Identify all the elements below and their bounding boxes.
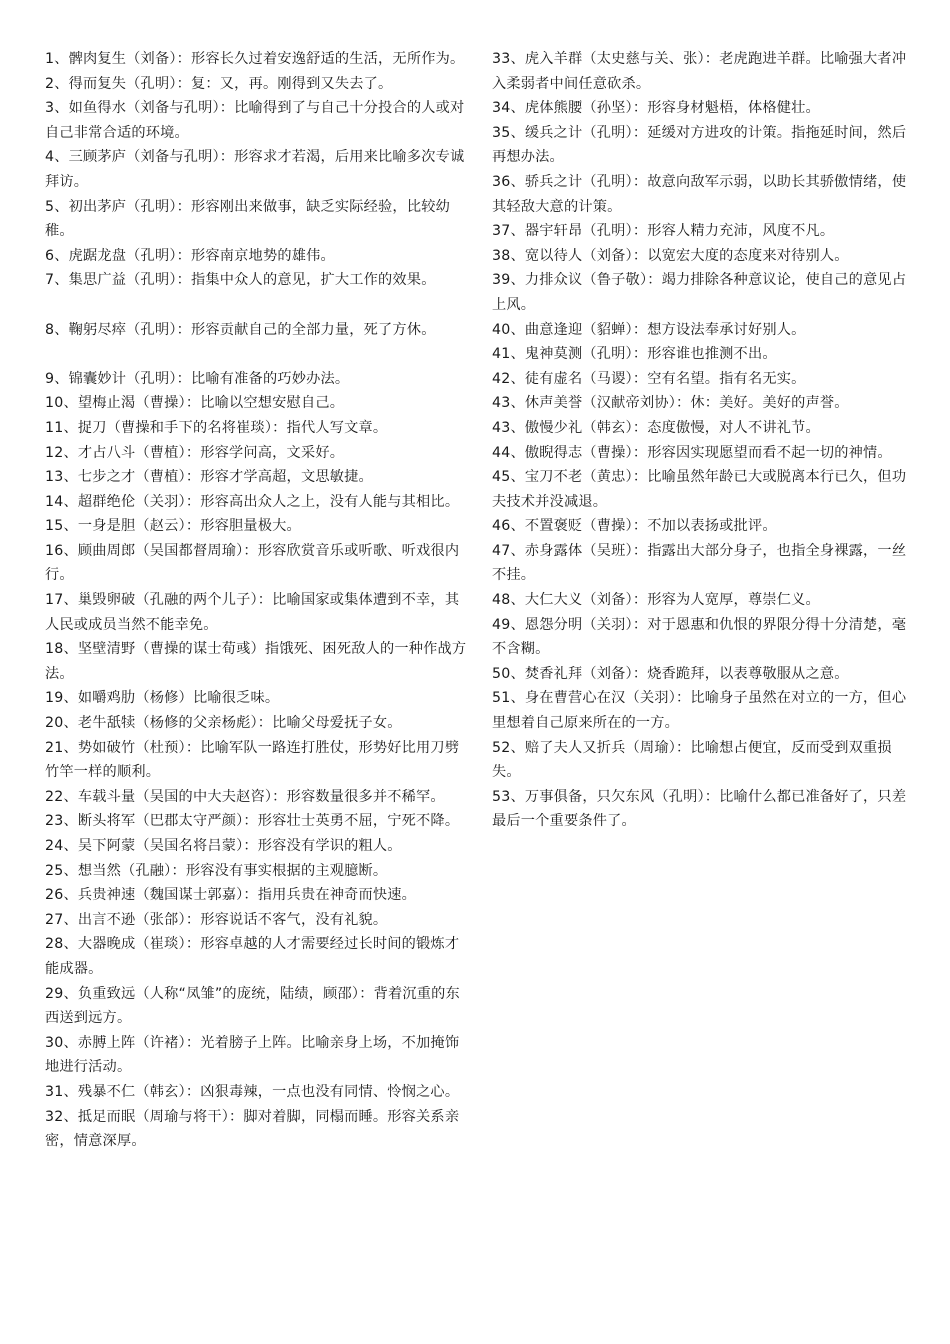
idiom-entry: 24、吴下阿蒙（吴国名将吕蒙）：形容没有学识的粗人。 [45,838,402,854]
idiom-entry: 10、望梅止渴（曹操）：比喻以空想安慰自己。 [45,395,345,412]
idiom-entry: 45、宝刀不老（黄忠）：比喻虽然年龄已大或脱离本行已久，但功夫技术并没减退。 [492,469,907,510]
idiom-entry: 43、傲慢少礼（韩玄）：态度傲慢，对人不讲礼节。 [492,419,820,436]
idiom-entry: 20、老牛舐犊（杨修的父亲杨彪）：比喻父母爱抚子女。 [45,715,402,732]
idiom-entry: 50、焚香礼拜（刘备）：烧香跪拜，以表尊敬服从之意。 [492,665,849,682]
idiom-entry: 9、锦囊妙计（孔明）：比喻有准备的巧妙办法。 [45,370,350,387]
idiom-entry: 53、万事俱备，只欠东风（孔明）：比喻什么都已准备好了，只差最后一个重要条件了。 [492,788,907,830]
idiom-entry: 1、髀肉复生（刘备）：形容长久过着安逸舒适的生活，无所作为。 [45,51,465,67]
idiom-entry: 27、出言不逊（张郃）：形容说话不客气，没有礼貌。 [45,911,388,928]
idiom-entry: 18、坚壁清野（曹操的谋士荀彧）指饿死、困死敌人的一种作战方法。 [45,641,467,682]
idiom-entry: 36、骄兵之计（孔明）：故意向敌军示弱，以助长其骄傲情绪，使其轻敌大意的计策。 [492,173,907,215]
idiom-entry: 19、如嚼鸡肋（杨修）比喻很乏味。 [45,690,280,707]
idiom-entry: 13、七步之才（曹植）：形容才学高超，文思敏捷。 [45,469,373,486]
idiom-entry: 51、身在曹营心在汉（关羽）：比喻身子虽然在对立的一方，但心里想着自己原来所在的一方。 [492,690,907,732]
idiom-entry: 52、赔了夫人又折兵（周瑜）：比喻想占便宜，反而受到双重损失。 [492,739,892,781]
idiom-entry: 22、车载斗量（吴国的中大夫赵咨）：形容数量很多并不稀罕。 [45,788,445,805]
left-column [45,47,470,1154]
idiom-entry: 16、顾曲周郎（吴国都督周瑜）：形容欣赏音乐或听歌、听戏很内行。 [45,542,460,584]
idiom-entry: 15、一身是胆（赵云）：形容胆量极大。 [45,518,301,535]
idiom-entry: 37、器宇轩昂（孔明）：形容人精力充沛，风度不凡。 [492,223,835,240]
idiom-entry: 44、傲睨得志（曹操）：形容因实现愿望而看不起一切的神情。 [492,444,892,461]
idiom-entry: 42、徒有虚名（马谡）：空有名望。指有名无实。 [492,370,806,387]
idiom-entry: 48、大仁大义（刘备）：形容为人宽厚，尊崇仁义。 [492,592,820,609]
idiom-entry: 29、负重致远（人称“凤雏”的庞统，陆绩，顾邵）：背着沉重的东西送到远方。 [45,985,460,1027]
idiom-entry: 2、得而复失（孔明）：复：又，再。刚得到又失去了。 [45,75,393,92]
idiom-entry: 39、力排众议（鲁子敬）：竭力排除各种意议论，使自己的意见占上风。 [492,272,907,313]
idiom-entry: 25、想当然（孔融）：形容没有事实根据的主观臆断。 [45,862,388,879]
idiom-entry: 4、三顾茅庐（刘备与孔明）：形容求才若渴，后用来比喻多次专诚拜访。 [45,149,465,190]
idiom-entry: 35、缓兵之计（孔明）：延缓对方进攻的计策。指拖延时间，然后再想办法。 [492,124,907,166]
idiom-entry: 23、断头将军（巴郡太守严颜）：形容壮士英勇不屈，宁死不降。 [45,813,460,830]
right-column [492,47,917,834]
idiom-entry: 8、鞠躬尽瘁（孔明）：形容贡献自己的全部力量，死了方休。 [45,321,436,338]
idiom-entry: 32、抵足而眠（周瑜与将干）：脚对着脚，同榻而睡。形容关系亲密，情意深厚。 [45,1108,460,1150]
idiom-entry: 46、不置褒贬（曹操）：不加以表扬或批评。 [492,518,777,535]
idiom-entry: 6、虎踞龙盘（孔明）：形容南京地势的雄伟。 [45,247,335,264]
idiom-entry: 3、如鱼得水（刘备与孔明）：比喻得到了与自己十分投合的人或对自己非常合适的环境。 [45,100,465,141]
idiom-entry: 11、捉刀（曹操和手下的名将崔琰）：指代人写文章。 [45,419,388,436]
idiom-entry: 41、鬼神莫测（孔明）：形容谁也推测不出。 [492,346,777,363]
idiom-entry: 30、赤膊上阵（许褚）：光着膀子上阵。比喻亲身上场，不加掩饰地进行活动。 [45,1034,460,1076]
idiom-entry: 21、势如破竹（杜预）：比喻军队一路连打胜仗，形势好比用刀劈竹竿一样的顺利。 [45,739,460,781]
idiom-entry: 38、宽以待人（刘备）：以宽宏大度的态度来对待别人。 [492,247,849,264]
idiom-entry: 28、大器晚成（崔琰）：形容卓越的人才需要经过长时间的锻炼才能成器。 [45,936,460,977]
idiom-entry: 49、恩怨分明（关羽）：对于恩惠和仇恨的界限分得十分清楚，毫不含糊。 [492,616,907,658]
idiom-entry: 43、休声美誉（汉献帝刘协）：休：美好。美好的声誉。 [492,395,849,412]
idiom-entry: 7、集思广益（孔明）：指集中众人的意见，扩大工作的效果。 [45,272,436,289]
idiom-entry: 14、超群绝伦（关羽）：形容高出众人之上，没有人能与其相比。 [45,493,460,510]
idiom-entry: 12、才占八斗（曹植）：形容学问高，文采好。 [45,444,345,461]
idiom-entry: 26、兵贵神速（魏国谋士郭嘉）：指用兵贵在神奇而快速。 [45,887,417,904]
idiom-entry: 33、虎入羊群（太史慈与关、张）：老虎跑进羊群。比喻强大者冲入柔弱者中间任意砍杀。 [492,51,907,92]
idiom-entry: 5、初出茅庐（孔明）：形容刚出来做事，缺乏实际经验，比较幼稚。 [45,198,450,240]
idiom-entry: 40、曲意逢迎（貂蝉）：想方设法奉承讨好别人。 [492,321,806,338]
idiom-entry: 17、巢毁卵破（孔融的两个儿子）：比喻国家或集体遭到不幸，其人民或成员当然不能幸免。 [45,592,460,633]
idiom-entry: 34、虎体熊腰（孙坚）：形容身材魁梧，体格健壮。 [492,100,820,117]
idiom-entry: 47、赤身露体（吴班）：指露出大部分身子，也指全身裸露，一丝不挂。 [492,542,907,584]
idiom-entry: 31、残暴不仁（韩玄）：凶狠毒辣，一点也没有同情、怜悯之心。 [45,1083,460,1100]
